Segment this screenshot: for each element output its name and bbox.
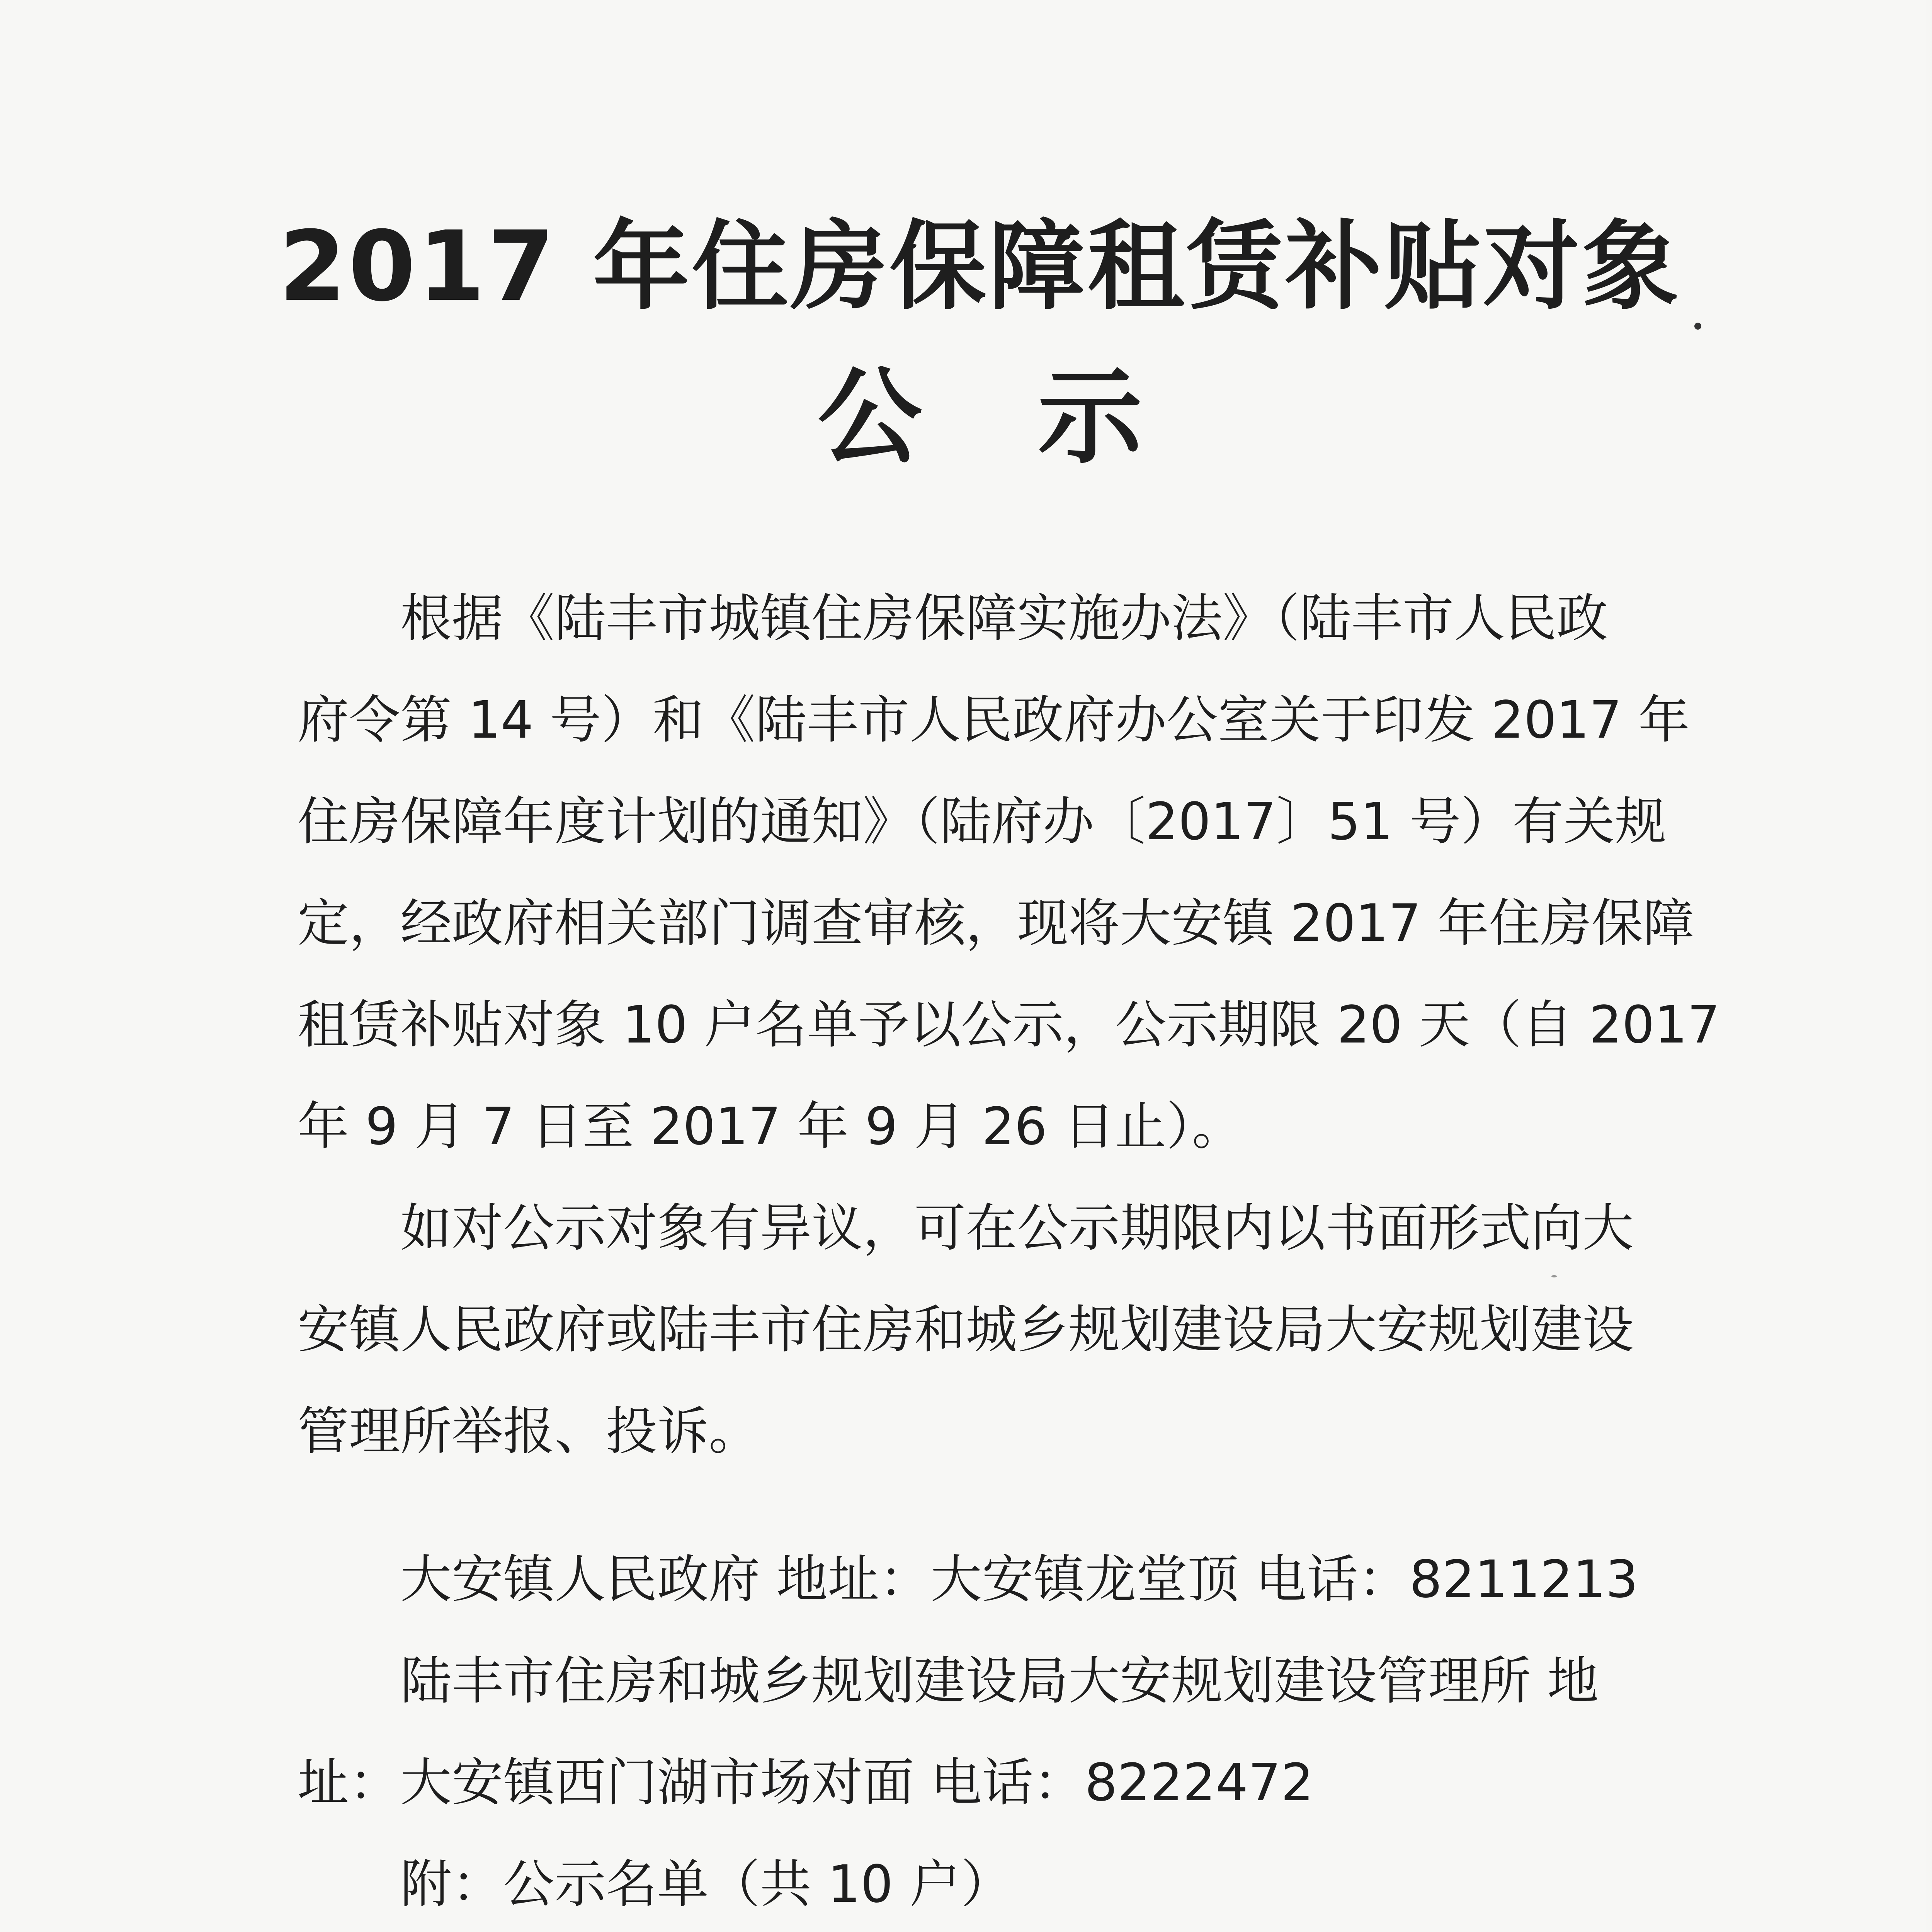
contact-line-planning-address: 址：大安镇西门湖市场对面 电话：8222472 bbox=[298, 1753, 1314, 1813]
attachment-label: 附：公示名单（共 10 户） bbox=[400, 1855, 1012, 1914]
body-line: 如对公示对象有异议，可在公示期限内以书面形式向大 bbox=[400, 1199, 1634, 1258]
contact-line-town-government: 大安镇人民政府 地址：大安镇龙堂顶 电话：8211213 bbox=[400, 1550, 1638, 1609]
document-title: 2017 年住房保障租赁补贴对象 bbox=[279, 210, 1681, 323]
list-item-name bbox=[626, 1917, 745, 1932]
body-line: 管理所举报、投诉。 bbox=[298, 1402, 760, 1461]
body-line: 定，经政府相关部门调查审核，现将大安镇 2017 年住房保障 bbox=[298, 894, 1695, 953]
name-list bbox=[398, 1917, 1557, 1932]
list-item-name bbox=[398, 1917, 552, 1932]
body-line: 住房保障年度计划的通知》（陆府办〔2017〕51 号）有关规 bbox=[298, 792, 1667, 852]
document-subtitle: 公示 bbox=[818, 356, 1258, 478]
body-line: 租赁补贴对象 10 户名单予以公示，公示期限 20 天（自 2017 bbox=[298, 995, 1720, 1055]
body-line: 安镇人民政府或陆丰市住房和城乡规划建设局大安规划建设 bbox=[298, 1300, 1634, 1360]
list-item-name bbox=[858, 1917, 1012, 1932]
list-item-name bbox=[1090, 1917, 1244, 1932]
list-item-name bbox=[1349, 1917, 1503, 1932]
paragraph-basis bbox=[298, 568, 1720, 1178]
contact-line-planning-office: 陆丰市住房和城乡规划建设局大安规划建设管理所 地 bbox=[400, 1651, 1599, 1711]
document-body bbox=[298, 568, 1720, 1932]
body-line: 根据《陆丰市城镇住房保障实施办法》（陆丰市人民政 bbox=[400, 589, 1608, 648]
contact-info bbox=[298, 1529, 1638, 1932]
paragraph-objection bbox=[298, 1178, 1638, 1483]
name-row bbox=[398, 1917, 1557, 1932]
body-line: 府令第 14 号）和《陆丰市人民政府办公室关于印发 2017 年 bbox=[298, 690, 1690, 750]
body-line: 年 9 月 7 日至 2017 年 9 月 26 日止）。 bbox=[298, 1097, 1243, 1156]
